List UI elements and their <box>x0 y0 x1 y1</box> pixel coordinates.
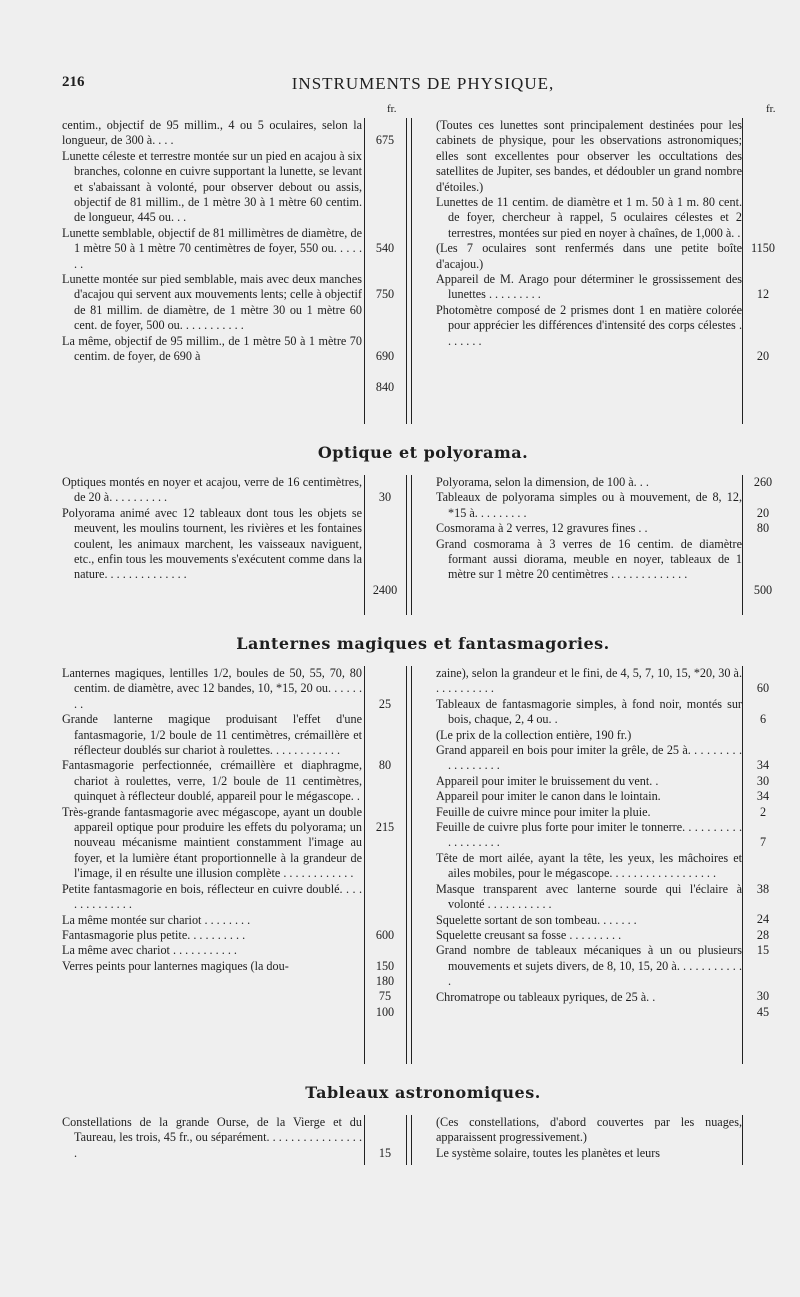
left-column <box>62 1115 362 1161</box>
column-rule <box>406 1115 407 1165</box>
catalog-entry: Lunette semblable, objectif de 81 millimètres de diamètre, de 1 mètre 50 à 1 mètre 70 centimètres de foyer, 550 ou. . . . . . . <box>62 225 362 271</box>
catalog-entry: Lanternes magiques, lentilles 1/2, boules de 50, 55, 70, 80 centim. de diamètre, avec 12 bandes, 10, *15, 20 ou. . . . . . . . <box>62 666 362 711</box>
section-tableaux <box>62 1115 784 1165</box>
catalog-entry: Photomètre composé de 2 prismes dont 1 en matière colorée pour apprécier les différences d'intensité des corps célestes . . . . . . . <box>436 302 742 348</box>
section-optique <box>62 475 784 615</box>
price: 15 <box>378 1145 392 1160</box>
price: 1150 <box>751 241 775 256</box>
price: 7 <box>759 835 767 850</box>
right-column <box>436 118 742 349</box>
price: 500 <box>753 582 773 597</box>
price: 6 <box>759 712 767 727</box>
right-column <box>436 475 742 583</box>
left-column <box>62 475 362 583</box>
catalog-note: (Le prix de la collection entière, 190 fr.) <box>436 727 632 742</box>
catalog-entry: Grand cosmorama à 3 verres de 16 centim. de diamètre formant aussi diorama, meuble en noyer, tableaux de 1 mètre sur 1 mètre 20 centimètres . . . . . . . . . . . . . <box>436 536 742 582</box>
price: 180 <box>375 973 395 988</box>
price: 750 <box>375 287 395 302</box>
left-price-column <box>364 118 406 395</box>
catalog-entry: Tableaux de polyorama simples ou à mouvement, de 8, 12, *15 à. . . . . . . . . <box>436 490 742 520</box>
catalog-entry: Constellations de la grande Ourse, de la Vierge et du Taureau, les trois, 45 fr., ou séparément. . . . . . . . . . . . . . . . . <box>62 1115 362 1160</box>
price: 20 <box>756 505 770 520</box>
catalog-entry: Tête de mort ailée, ayant la tête, les yeux, les mâchoires et ailes mobiles, pour le mégascope. . . . . . . . . . . . . . . . . . <box>436 850 742 881</box>
catalog-entry: La même avec chariot . . . . . . . . . . . <box>62 943 237 958</box>
price: 80 <box>378 758 392 773</box>
catalog-entry: Grand appareil en bois pour imiter la grêle, de 25 à. . . . . . . . . . . . . . . . . . <box>436 743 742 773</box>
price: 25 <box>378 696 392 711</box>
currency-label-left: fr. <box>387 103 397 115</box>
column-rule <box>742 1115 743 1165</box>
section-heading: Lanternes magiques et fantasmagories. <box>236 634 610 653</box>
catalog-entry: Appareil de M. Arago pour déterminer le grossissement des lunettes . . . . . . . . . <box>436 272 742 302</box>
catalog-entry: Lunette montée sur pied semblable, mais avec deux manches d'acajou qui servent aux mouvements lents; celle à objectif de 81 millim. de diamètre, de 1 mètre 30 ou 1 mètre 60 cent. de foyer, 500 ou. . . . . . . . . . . <box>62 272 362 333</box>
price: 80 <box>756 521 770 536</box>
catalog-entry: Grand nombre de tableaux mécaniques à un ou plusieurs mouvements et sujets divers, de 8, 10, 15, 20 à. . . . . . . . . . . . <box>436 943 742 989</box>
left-price-column <box>364 475 406 598</box>
catalog-entry: Polyorama, selon la dimension, de 100 à. . . <box>436 475 649 489</box>
price: 100 <box>375 1004 395 1019</box>
catalog-entry: La même, objectif de 95 millim., de 1 mètre 50 à 1 mètre 70 centim. de foyer, de 690 à <box>62 333 362 364</box>
left-price-column <box>364 1115 406 1161</box>
price: 24 <box>756 912 770 927</box>
catalog-entry: centim., objectif de 95 millim., 4 ou 5 oculaires, selon la longueur, de 300 à. . . . <box>62 118 362 148</box>
catalog-entry: Feuille de cuivre mince pour imiter la pluie. <box>436 804 651 819</box>
column-rule <box>406 475 407 615</box>
right-column <box>436 1115 742 1161</box>
column-rule <box>411 1115 412 1165</box>
catalog-entry: Squelette creusant sa fosse . . . . . . . . . <box>436 927 622 942</box>
catalog-entry: Petite fantasmagorie en bois, réflecteur en cuivre doublé. . . . . . . . . . . . . . <box>62 881 362 912</box>
catalog-note: (Toutes ces lunettes sont principalement destinées pour les cabinets de physique, pour les observations astronomiques; elles sont excellentes pour observer les occultations des satellites de Jupiter, ses bandes, et dédoubler un grand nombre d'étoiles.) <box>436 118 742 194</box>
catalog-entry: Le système solaire, toutes les planètes et leurs <box>436 1145 661 1160</box>
price: 690 <box>375 348 395 363</box>
catalog-entry: Fantasmagorie perfectionnée, crémaillère et diaphragme, chariot à roulettes, verre, 1/2 boule de 11 centimètres, quinquet à réflecteur doublé, appareil pour le mégascope. . <box>62 758 362 804</box>
price: 75 <box>378 989 392 1004</box>
catalog-entry: Lunettes de 11 centim. de diamètre et 1 m. 50 à 1 m. 80 cent. de foyer, chercheur à rappel, 5 oculaires célestes et 2 terrestres, montées sur pied en noyer à chaînes, de 1,000 à. . <box>436 195 742 240</box>
catalog-entry: Grande lanterne magique produisant l'effet d'une fantasmagorie, 1/2 boule de 11 centimètres, crémaillère et réflecteur doublés sur chariot à roulettes. . . . . . . . . . . . <box>62 712 362 758</box>
price: 600 <box>375 927 395 942</box>
catalog-entry: Très-grande fantasmagorie avec mégascope, ayant un double appareil optique pour produire les effets du polyorama; un nouveau mécanisme maintient constamment l'image au foyer, et la lumière étant proportionnelle à la grandeur de l'image, il en résulte une illusion complète . . . . . . . . . . . . <box>62 804 362 881</box>
left-column <box>62 666 362 974</box>
price: 34 <box>756 758 770 773</box>
price: 840 <box>375 379 395 394</box>
catalog-entry: Fantasmagorie plus petite. . . . . . . . . . <box>62 927 246 942</box>
section-lanternes <box>62 666 784 1064</box>
price: 150 <box>375 958 395 973</box>
price: 45 <box>756 1004 770 1019</box>
catalog-note: (Ces constellations, d'abord couvertes par les nuages, apparaissent progressivement.) <box>436 1115 742 1145</box>
price: 12 <box>756 287 770 302</box>
price: 260 <box>753 475 773 489</box>
price: 15 <box>756 943 770 958</box>
price: 30 <box>756 989 770 1004</box>
right-price-column <box>742 666 784 1020</box>
catalog-entry: Squelette sortant de son tombeau. . . . . . . <box>436 912 637 927</box>
catalog-entry: Lunette céleste et terrestre montée sur un pied en acajou à six branches, colonne en cuivre supportant la lunette, se levant et s'abaissant à volonté, pour observer debout ou assis, objectif de 81 millim., de 1 mètre 30 à 1 mètre 60 centim. de longueur, 445 ou. . . <box>62 148 362 225</box>
page-header <box>62 74 784 98</box>
catalog-entry: Polyorama animé avec 12 tableaux dont tous les objets se meuvent, les moulins tournent, les rivières et les fontaines coulent, les animaux marchent, les vaisseaux naviguent, etc., enfin tous les mouvements s'exécutent comme dans la nature. . . . . . . . . . . . . . <box>62 505 362 582</box>
left-column <box>62 118 362 365</box>
price: 215 <box>375 819 395 834</box>
column-rule <box>411 475 412 615</box>
price: 540 <box>375 241 395 256</box>
section-lunettes <box>62 118 784 424</box>
catalog-note: (Les 7 oculaires sont renfermés dans une petite boîte d'acajou.) <box>436 241 742 271</box>
right-price-column <box>742 118 784 364</box>
column-rule <box>411 666 412 1064</box>
catalog-entry: La même montée sur chariot . . . . . . . . <box>62 912 251 927</box>
catalog-entry: Appareil pour imiter le bruissement du vent. . <box>436 773 659 788</box>
left-price-column <box>364 666 406 1020</box>
catalog-entry: Appareil pour imiter le canon dans le lointain. <box>436 789 661 804</box>
price: 60 <box>756 681 770 696</box>
price: 30 <box>756 773 770 788</box>
price: 675 <box>375 133 395 148</box>
price: 2 <box>759 804 767 819</box>
catalog-entry: Feuille de cuivre plus forte pour imiter le tonnerre. . . . . . . . . . . . . . . . . . . <box>436 820 742 850</box>
currency-label-right: fr. <box>766 103 776 115</box>
catalog-entry: zaine), selon la grandeur et le fini, de 4, 5, 7, 10, 15, *20, 30 à. . . . . . . . . . . <box>436 666 742 696</box>
catalog-entry: Optiques montés en noyer et acajou, verre de 16 centimètres, de 20 à. . . . . . . . . . <box>62 475 362 505</box>
running-title: INSTRUMENTS DE PHYSIQUE, <box>291 74 555 93</box>
catalog-entry: Masque transparent avec lanterne sourde qui l'éclaire à volonté . . . . . . . . . . . <box>436 881 742 912</box>
catalog-entry: Chromatrope ou tableaux pyriques, de 25 à. . <box>436 989 656 1004</box>
price: 28 <box>756 927 770 942</box>
price: 34 <box>756 789 770 804</box>
right-column <box>436 666 742 1005</box>
right-price-column <box>742 475 784 598</box>
column-rule <box>406 118 407 424</box>
catalog-entry: Verres peints pour lanternes magiques (la dou- <box>62 958 289 973</box>
page-number: 216 <box>62 74 85 90</box>
catalog-entry: Cosmorama à 2 verres, 12 gravures fines . . <box>436 521 648 536</box>
column-rule <box>411 118 412 424</box>
column-rule <box>406 666 407 1064</box>
price: 30 <box>378 490 392 505</box>
catalog-entry: Tableaux de fantasmagorie simples, à fond noir, montés sur bois, chaque, 2, 4 ou. . <box>436 696 742 727</box>
section-heading: Tableaux astronomiques. <box>305 1083 541 1102</box>
section-heading: Optique et polyorama. <box>317 443 529 462</box>
price: 20 <box>756 348 770 363</box>
price: 38 <box>756 881 770 896</box>
price: 2400 <box>372 582 398 597</box>
